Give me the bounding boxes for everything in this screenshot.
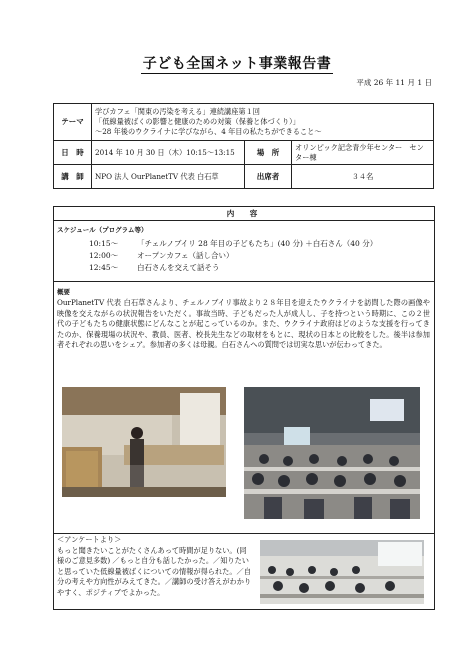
content-header: 内 容 xyxy=(54,207,434,221)
speaker-photo xyxy=(62,387,226,497)
content-box xyxy=(53,206,435,610)
survey-section xyxy=(57,535,252,598)
schedule-heading: スケジュール（プログラム等） xyxy=(57,226,148,234)
theme-line: 〜28 年後のウクライナに学びながら、4 年目の私たちができること〜 xyxy=(95,127,322,136)
lecturer-value: NPO 法人 OurPlanetTV 代表 白石草 xyxy=(92,165,245,189)
overview-text: OurPlanetTV 代表 白石草さんより、チェルノブイリ事故より２８年目を迎えたウクライナを訪問した際の画像や映像を交えながらの状況報告をいただく。事故当時、子どもだった人が成人し、子を持つという時期に、この２世代の子どもたちの健康状態にどんなことが起こっているのか。また、ウクライナ政府はどのような支援を行ってきたのか、保養現場の状況や、教員、医者、校長先生などの取材をもとに、現状の日本との比較をした。後半は参加者それぞれの思いをシェア。参加者の多くは母親。白石さんへの質問では切実な思いが伝わってきた。 xyxy=(57,298,430,349)
venue-label: 場 所 xyxy=(245,141,292,165)
lecturer-label: 講 師 xyxy=(54,165,92,189)
survey-text: もっと聞きたいことがたくさんあって時間が足りない。(同様のご意見多数) ／もっと自分も話したかった。／知りたいと思っていた低線量被ばくについての情報が得られた。／自分の考えや方向性がみえてきた。／講師の受け答えがわかりやすく、ポジティブでよかった。 xyxy=(57,545,252,597)
datetime-label: 日 時 xyxy=(54,141,92,165)
report-title: 子ども全国ネット事業報告書 xyxy=(142,56,332,72)
classroom-photo xyxy=(260,540,424,604)
theme-label: テーマ xyxy=(54,104,92,141)
schedule-item: 12:45〜 白石さんを交えて話そう xyxy=(89,263,220,272)
theme-line: 「低線量被ばくの影響と健康のための対策（保養と体づくり）」 xyxy=(95,117,300,126)
report-date: 平成 26 年 11 月 1 日 xyxy=(356,78,432,87)
info-table xyxy=(53,103,434,189)
schedule-list xyxy=(89,238,377,274)
divider xyxy=(54,533,434,534)
theme-line: 学びカフェ「関東の汚染を考える」連続講座第１回 xyxy=(95,107,260,116)
schedule-item: 12:00〜 オープンカフェ（話し合い） xyxy=(89,251,234,260)
audience-photo xyxy=(244,387,420,519)
venue-value: オリンピック記念青少年センター センター棟 xyxy=(292,141,434,165)
attendees-value: ３４名 xyxy=(292,165,434,189)
overview-heading: 概要 xyxy=(57,288,70,296)
survey-heading: ＜アンケートより＞ xyxy=(57,535,122,544)
divider xyxy=(54,281,434,282)
schedule-item: 10:15〜 「チェルノブイリ 28 年目の子どもたち」(40 分) ＋白石さん（40 分） xyxy=(89,239,378,248)
datetime-value: 2014 年 10 月 30 日（木）10:15〜13:15 xyxy=(92,141,245,165)
attendees-label: 出席者 xyxy=(245,165,292,189)
theme-value xyxy=(92,104,434,141)
